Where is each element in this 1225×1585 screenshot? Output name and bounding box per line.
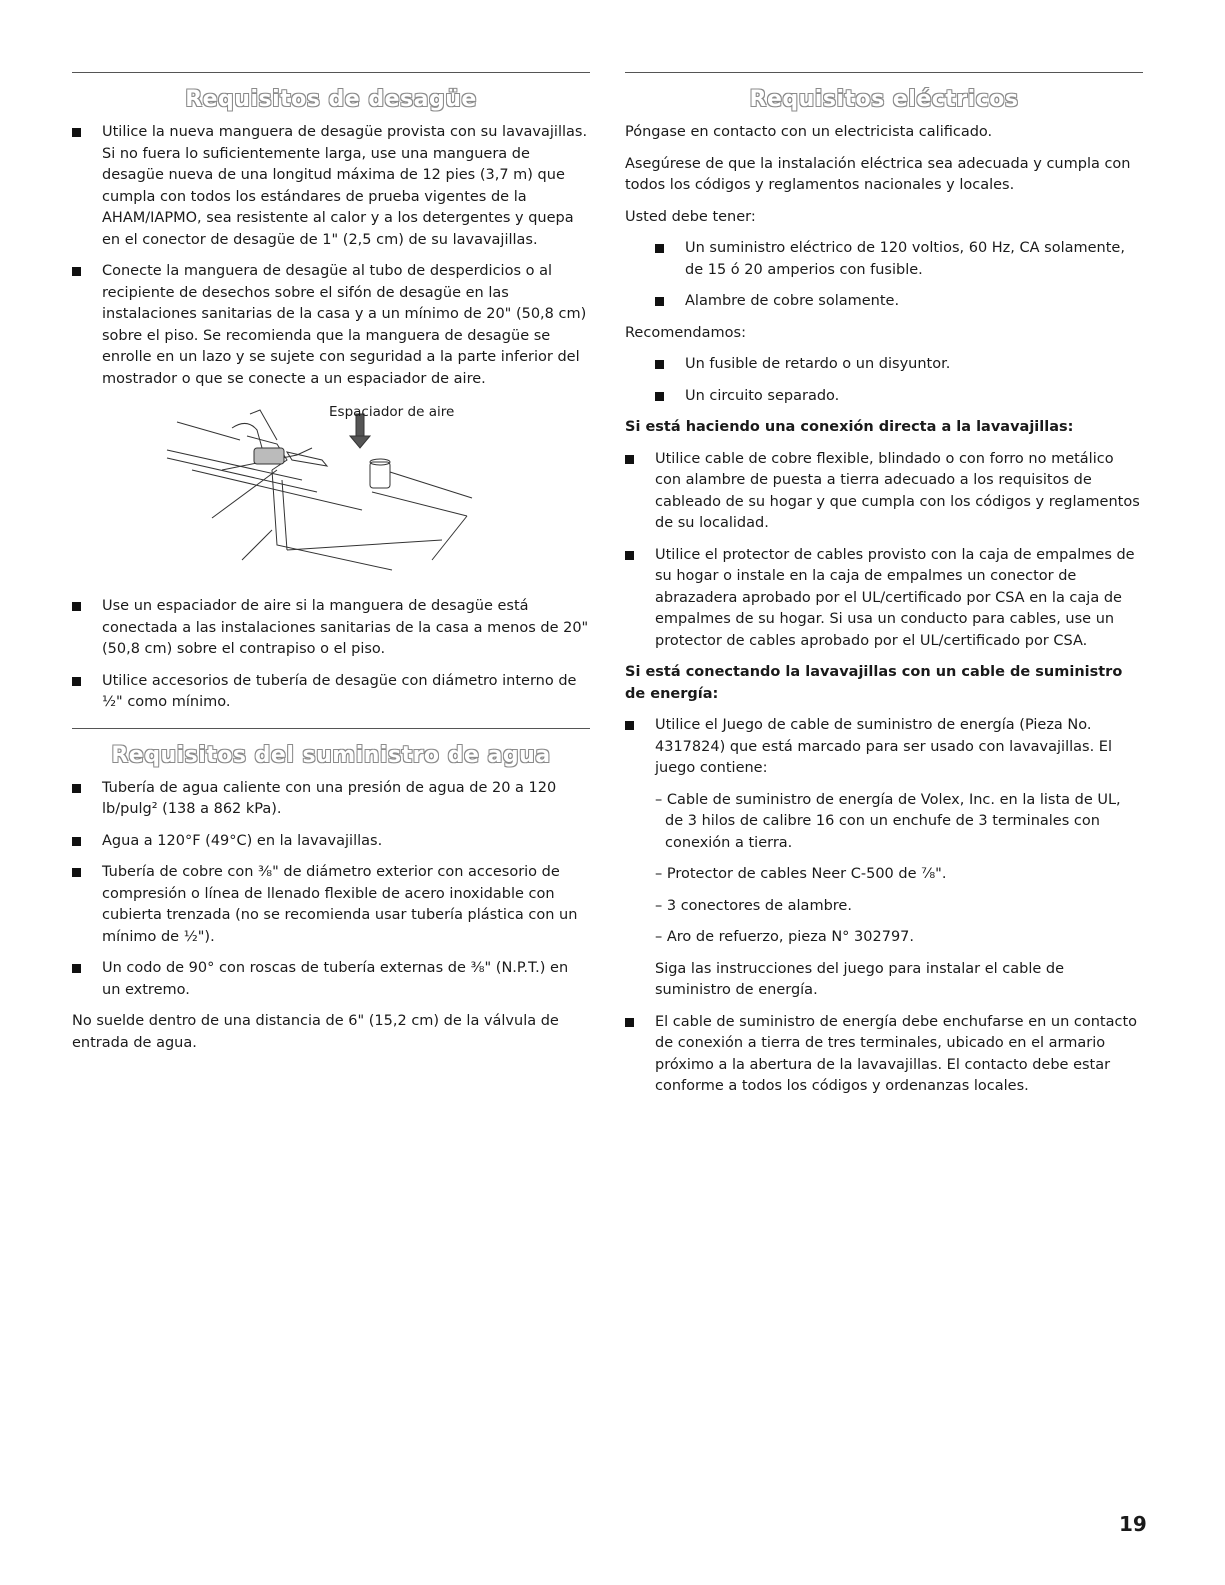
- list-item: Un suministro eléctrico de 120 voltios, 60 Hz, CA solamente, de 15 ó 20 amperios con fusible.: [655, 238, 1143, 281]
- list-item: Tubería de agua caliente con una presión de agua de 20 a 120 lb/pulg² (138 a 862 kPa).: [72, 778, 590, 821]
- section-divider: [72, 72, 590, 73]
- kit-note: Siga las instrucciones del juego para instalar el cable de suministro de energía.: [655, 960, 1065, 998]
- water-list: [72, 778, 590, 1002]
- list-item: Agua a 120°F (49°C) en la lavavajillas.: [72, 831, 590, 853]
- kit-item: – 3 conectores de alambre.: [655, 897, 852, 914]
- list-item: El cable de suministro de energía debe enchufarse en un contacto de conexión a tierra de tres terminales, ubicado en el armario próximo a la abertura de la lavavajillas. El contacto debe estar conforme a todos los códigos y ordenanzas locales.: [625, 1012, 1143, 1098]
- air-gap-label: Espaciador de aire: [329, 404, 455, 420]
- list-item: Utilice accesorios de tubería de desagüe con diámetro interno de ½" como mínimo.: [72, 671, 590, 714]
- section-divider: [72, 728, 590, 729]
- list-item: Utilice el protector de cables provisto con la caja de empalmes de su hogar o instale en la caja de empalmes un conector de abrazadera aprobado por el UL/certificado por CSA en la caja de empalmes de su hogar. Si usa un conducto para cables, use un protector de cables aprobado por el UL/certificado por CSA.: [625, 545, 1143, 653]
- power-cord-heading: Si está conectando la lavavajillas con un cable de suministro de energía:: [625, 664, 1123, 702]
- sink-faucet-drawing: [72, 400, 590, 590]
- page-number: 19: [1119, 1512, 1147, 1536]
- list-item: Conecte la manguera de desagüe al tubo de desperdicios o al recipiente de desechos sobre el sifón de desagüe en las instalaciones sanitarias de la casa y a un mínimo de 20" (50,8 cm) sobre el piso. Se recomienda que la manguera de desagüe se enrolle en un lazo y se sujete con seguridad a la parte inferior del mostrador o que se conecte a un espaciador de aire.: [72, 261, 590, 390]
- kit-item: – Cable de suministro de energía de Volex, Inc. en la lista de UL, de 3 hilos de calibre 16 con un enchufe de 3 terminales con conexión a tierra.: [655, 791, 1121, 851]
- list-item: Un circuito separado.: [655, 386, 1143, 408]
- kit-item: – Aro de refuerzo, pieza N° 302797.: [655, 929, 915, 945]
- list-item: Un codo de 90° con roscas de tubería externas de ⅜" (N.P.T.) en un extremo.: [72, 958, 590, 1001]
- cord-kit-text: Utilice el Juego de cable de suministro de energía (Pieza No. 4317824) que está marcado para ser usado con lavavajillas. El juego contiene:: [655, 717, 1112, 776]
- direct-list: [625, 449, 1143, 653]
- direct-connection-heading: Si está haciendo una conexión directa a la lavavajillas:: [625, 419, 1074, 435]
- power-cord-list: [625, 715, 1143, 1098]
- paragraph: Asegúrese de que la instalación eléctrica sea adecuada y cumpla con todos los códigos y reglamentos nacionales y locales.: [625, 155, 1131, 193]
- section-divider: [625, 72, 1143, 73]
- water-heading: Requisitos del suministro de agua: [111, 742, 551, 768]
- paragraph: Usted debe tener:: [625, 208, 756, 225]
- electrical-heading: Requisitos eléctricos: [749, 87, 1019, 112]
- kit-item: – Protector de cables Neer C-500 de ⅞".: [655, 866, 947, 882]
- list-item: Utilice la nueva manguera de desagüe provista con su lavavajillas. Si no fuera lo suficientemente larga, use una manguera de desagüe nueva de una longitud máxima de 12 pies (3,7 m) que cumpla con todos los estándares de prueba vigentes de la AHAM/IAPMO, sea resistente al calor y a los detergentes y quepa en el conector de desagüe de 1" (2,5 cm) de su lavavajillas.: [72, 122, 590, 251]
- drain-list-2: [72, 596, 590, 714]
- drain-heading: Requisitos de desagüe: [185, 87, 477, 112]
- recommend-list: [625, 354, 1143, 407]
- paragraph: Póngase en contacto con un electricista calificado.: [625, 124, 993, 140]
- water-note: No suelde dentro de una distancia de 6" (15,2 cm) de la válvula de entrada de agua.: [72, 1013, 559, 1051]
- list-item: Use un espaciador de aire si la manguera de desagüe está conectada a las instalaciones sanitarias de la casa a menos de 20" (50,8 cm) sobre el contrapiso o el piso.: [72, 596, 590, 661]
- list-item: Alambre de cobre solamente.: [655, 291, 1143, 313]
- must-have-list: [625, 238, 1143, 313]
- paragraph: Recomendamos:: [625, 324, 746, 341]
- left-column: [72, 72, 590, 1064]
- drain-list: [72, 122, 590, 390]
- list-item: Utilice cable de cobre flexible, blindado o con forro no metálico con alambre de puesta a tierra adecuado a los requisitos de cableado de su hogar y que cumpla con los códigos y reglamentos de su localidad.: [625, 449, 1143, 535]
- list-item: Tubería de cobre con ⅜" de diámetro exterior con accesorio de compresión o línea de llenado flexible de acero inoxidable con cubierta trenzada (no se recomienda usar tubería plástica con un mínimo de ½").: [72, 862, 590, 948]
- air-gap-illustration: [72, 400, 590, 590]
- right-column: [625, 72, 1143, 1108]
- list-item: Un fusible de retardo o un disyuntor.: [655, 354, 1143, 376]
- list-item: [625, 715, 1143, 1002]
- kit-contents-list: [655, 790, 1143, 949]
